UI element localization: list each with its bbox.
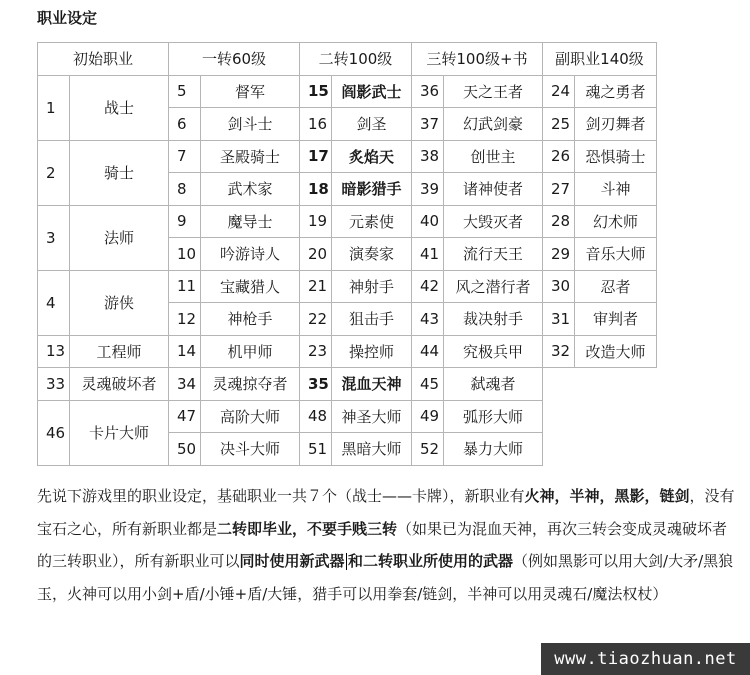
- job-name: 元素使: [332, 205, 412, 238]
- job-name: 神枪手: [201, 303, 300, 336]
- base-class-name: 法师: [70, 205, 169, 270]
- job-number: 15: [300, 75, 332, 108]
- job-number: 49: [412, 400, 444, 433]
- job-name: 暗影猎手: [332, 173, 412, 206]
- job-name: 风之潜行者: [444, 270, 543, 303]
- job-name: 演奏家: [332, 238, 412, 271]
- job-number: 45: [412, 368, 444, 401]
- job-name: 宝藏猎人: [201, 270, 300, 303]
- job-name: 诸神使者: [444, 173, 543, 206]
- job-number: 17: [300, 140, 332, 173]
- job-name: 混血天神: [332, 368, 412, 401]
- job-number: 36: [412, 75, 444, 108]
- job-name: 魔导士: [201, 205, 300, 238]
- job-number: 39: [412, 173, 444, 206]
- base-class-number: 46: [38, 400, 70, 465]
- job-number: 6: [169, 108, 201, 141]
- table-row: [38, 75, 657, 108]
- job-name: 幻术师: [575, 205, 657, 238]
- text-cursor: [346, 553, 348, 570]
- job-name: 审判者: [575, 303, 657, 336]
- job-number: 12: [169, 303, 201, 336]
- job-name: 狙击手: [332, 303, 412, 336]
- job-name: 忍者: [575, 270, 657, 303]
- para-text: 先说下游戏里的职业设定，基础职业一共７个（战士——卡牌），新职业有: [37, 487, 525, 505]
- job-name: 武术家: [201, 173, 300, 206]
- job-name: 决斗大师: [201, 433, 300, 466]
- job-table: [37, 42, 657, 466]
- table-row: [38, 368, 657, 401]
- job-name: 音乐大师: [575, 238, 657, 271]
- job-number: 25: [543, 108, 575, 141]
- base-class-number: 1: [38, 75, 70, 140]
- job-name: 流行天王: [444, 238, 543, 271]
- job-name: 恐惧骑士: [575, 140, 657, 173]
- header-third-advance: 三转100级+书: [412, 43, 543, 76]
- base-class-number: 3: [38, 205, 70, 270]
- table-row: [38, 270, 657, 303]
- job-number: 44: [412, 335, 444, 368]
- job-number: 5: [169, 75, 201, 108]
- base-class-name: 游侠: [70, 270, 169, 335]
- job-number: 35: [300, 368, 332, 401]
- job-number: 40: [412, 205, 444, 238]
- page-title: 职业设定: [37, 9, 98, 27]
- base-class-name: 卡片大师: [70, 400, 169, 465]
- job-name: 吟游诗人: [201, 238, 300, 271]
- job-number: 34: [169, 368, 201, 401]
- job-number: 20: [300, 238, 332, 271]
- job-name: 圣殿骑士: [201, 140, 300, 173]
- job-name: 黑暗大师: [332, 433, 412, 466]
- job-number: 16: [300, 108, 332, 141]
- job-number: 19: [300, 205, 332, 238]
- table-row: [38, 335, 657, 368]
- site-watermark: www.tiaozhuan.net: [541, 643, 750, 675]
- para-text: ，没有宝石之心，所有新职业都是: [37, 487, 735, 538]
- job-number: 51: [300, 433, 332, 466]
- job-number: 24: [543, 75, 575, 108]
- job-name: 弧形大师: [444, 400, 543, 433]
- para-text: （如果已为混血天神，再次三转会变成灵魂破坏者的三转职业），所有新职业可以: [37, 519, 728, 570]
- job-number: 8: [169, 173, 201, 206]
- para-bold-weapons-a: 同时使用新武器: [239, 552, 345, 570]
- job-number: 26: [543, 140, 575, 173]
- base-class-number: 2: [38, 140, 70, 205]
- job-name: 神射手: [332, 270, 412, 303]
- para-bold-weapons-b: 和二转职业所使用的武器: [348, 552, 514, 570]
- job-number: 41: [412, 238, 444, 271]
- job-name: 改造大师: [575, 335, 657, 368]
- job-number: 50: [169, 433, 201, 466]
- para-bold-advice: 二转即毕业，不要手贱三转: [217, 519, 398, 538]
- job-number: 31: [543, 303, 575, 336]
- base-class-name: 灵魂破坏者: [70, 368, 169, 401]
- job-number: 11: [169, 270, 201, 303]
- job-number: 28: [543, 205, 575, 238]
- table-row: [38, 140, 657, 173]
- job-name: 机甲师: [201, 335, 300, 368]
- job-name: 炙焰天: [332, 140, 412, 173]
- header-sub-class: 副职业140级: [543, 43, 657, 76]
- job-name: 裁决射手: [444, 303, 543, 336]
- job-number: 43: [412, 303, 444, 336]
- job-name: 剑圣: [332, 108, 412, 141]
- empty-cell: [543, 368, 657, 466]
- job-number: 29: [543, 238, 575, 271]
- job-name: 斗神: [575, 173, 657, 206]
- job-name: 操控师: [332, 335, 412, 368]
- job-name: 阎影武士: [332, 75, 412, 108]
- job-name: 大毁灭者: [444, 205, 543, 238]
- job-number: 22: [300, 303, 332, 336]
- description-paragraph: [37, 480, 737, 610]
- header-base-class: 初始职业: [38, 43, 169, 76]
- job-name: 天之王者: [444, 75, 543, 108]
- job-name: 剑斗士: [201, 108, 300, 141]
- job-name: 究极兵甲: [444, 335, 543, 368]
- job-name: 神圣大师: [332, 400, 412, 433]
- base-class-number: 13: [38, 335, 70, 368]
- job-name: 高阶大师: [201, 400, 300, 433]
- base-class-number: 33: [38, 368, 70, 401]
- para-text: （例如黑影可以用大剑/大矛/黑狼玉，火神可以用小剑+盾/小锤+盾/大锤，猎手可以用拳套/链剑，半神可以用灵魂石/魔法权杖）: [37, 552, 734, 603]
- job-number: 7: [169, 140, 201, 173]
- base-class-name: 骑士: [70, 140, 169, 205]
- job-name: 灵魂掠夺者: [201, 368, 300, 401]
- base-class-number: 4: [38, 270, 70, 335]
- job-number: 52: [412, 433, 444, 466]
- job-number: 27: [543, 173, 575, 206]
- job-name: 魂之勇者: [575, 75, 657, 108]
- job-number: 42: [412, 270, 444, 303]
- table-row: [38, 205, 657, 238]
- job-number: 48: [300, 400, 332, 433]
- header-second-advance: 二转100级: [300, 43, 412, 76]
- job-number: 14: [169, 335, 201, 368]
- job-name: 督军: [201, 75, 300, 108]
- job-number: 10: [169, 238, 201, 271]
- header-first-advance: 一转60级: [169, 43, 300, 76]
- job-number: 23: [300, 335, 332, 368]
- para-bold-new-jobs: 火神，半神，黑影，链剑: [524, 487, 690, 505]
- table-header-row: [38, 43, 657, 76]
- base-class-name: 工程师: [70, 335, 169, 368]
- job-number: 37: [412, 108, 444, 141]
- job-name: 幻武剑豪: [444, 108, 543, 141]
- job-number: 9: [169, 205, 201, 238]
- job-number: 38: [412, 140, 444, 173]
- job-number: 30: [543, 270, 575, 303]
- job-name: 创世主: [444, 140, 543, 173]
- job-number: 32: [543, 335, 575, 368]
- job-name: 暴力大师: [444, 433, 543, 466]
- job-name: 弑魂者: [444, 368, 543, 401]
- base-class-name: 战士: [70, 75, 169, 140]
- job-name: 剑刃舞者: [575, 108, 657, 141]
- job-number: 21: [300, 270, 332, 303]
- job-number: 18: [300, 173, 332, 206]
- job-number: 47: [169, 400, 201, 433]
